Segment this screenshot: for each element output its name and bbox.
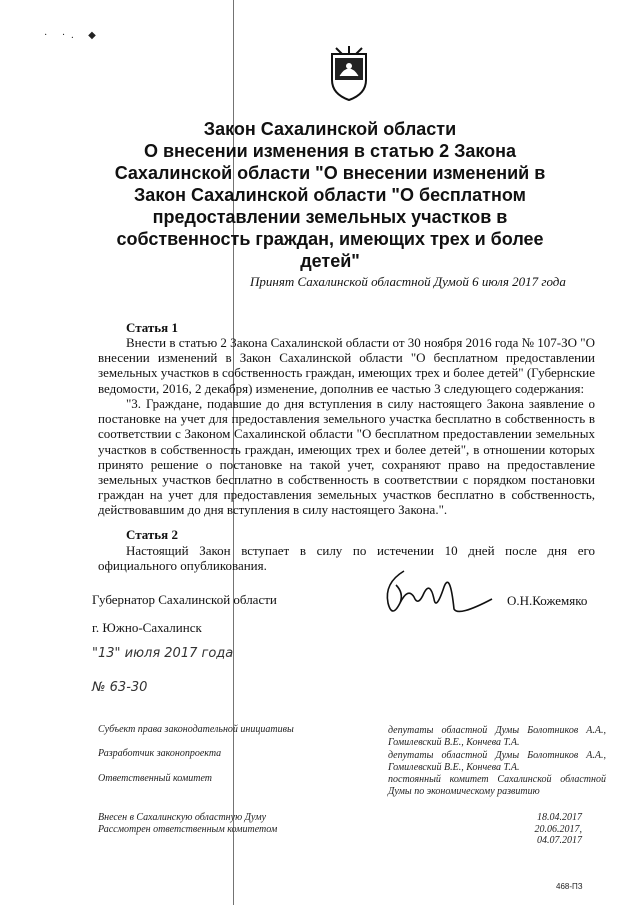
footer-date-reviewed: 20.06.2017, xyxy=(534,823,582,835)
footer-committee-label: Ответственный комитет xyxy=(98,773,212,784)
law-subtitle: О внесении изменения в статью 2 Закона Сахалинской области "О внесении изменений в Закон Сахалинской области "О бесплатном предоставлении земельных участков в собственность граждан, имеющих трех и более детей" xyxy=(114,141,546,271)
signing-city: г. Южно-Сахалинск xyxy=(92,620,202,635)
footer-date-adopted: 04.07.2017 xyxy=(537,835,582,846)
article-1-heading: Статья 1 xyxy=(126,320,178,335)
handwritten-signature xyxy=(374,563,494,625)
footer-subject-value: депутаты областной Думы Болотников А.А., Гомилевский В.Е., Кончева Т.А. xyxy=(388,725,606,748)
scan-specks: · ·. ◆ xyxy=(44,30,102,41)
document-code: 468-ПЗ xyxy=(556,882,583,891)
article-2-heading: Статья 2 xyxy=(126,527,178,542)
law-title: Закон Сахалинской области xyxy=(203,119,457,139)
article-1-paragraph-1: Внести в статью 2 Закона Сахалинской области от 30 ноября 2016 года № 107-ЗО "О внесении изменений в Закон Сахалинской области "О бесплатном предоставлении земельных участков в собственность граждан, имеющих трех и более детей" (Губернские ведомости, 2016, 2 декабря) изменение, дополнив ее частью 3 следующего содержания: xyxy=(98,335,595,396)
handwritten-date: "13" июля 2017 года xyxy=(92,646,234,661)
adoption-note: Принят Сахалинской областной Думой 6 июля 2017 года xyxy=(250,274,566,289)
governor-name: О.Н.Кожемяко xyxy=(507,593,588,608)
article-2-paragraph-1: Настоящий Закон вступает в силу по истечении 10 дней после дня его официального опубликования. xyxy=(98,543,595,574)
footer-developer-value: депутаты областной Думы Болотников А.А., Гомилевский В.Е., Кончева Т.А. xyxy=(388,750,606,773)
footer-date-submitted: 18.04.2017 xyxy=(537,812,582,823)
handwritten-law-number: № 63-30 xyxy=(92,680,148,695)
footer-reviewed-label: Рассмотрен ответственным комитетом xyxy=(98,824,278,835)
coat-of-arms-icon xyxy=(326,46,372,102)
footer-committee-value: постоянный комитет Сахалинской областной Думы по экономическому развитию xyxy=(388,774,606,797)
governor-title: Губернатор Сахалинской области xyxy=(92,592,277,607)
footer-dates xyxy=(480,812,582,847)
footer-developer-label: Разработчик законопроекта xyxy=(98,748,222,759)
footer-submitted-label: Внесен в Сахалинскую областную Думу xyxy=(98,812,267,823)
article-1-paragraph-2: "3. Граждане, подавшие до дня вступления в силу настоящего Закона заявление о постановке на учет для предоставления земельного участка бесплатно в собственность в соответствии с Законом Сахалинской области "О бесплатном предоставлении земельных участков в собственность граждан, имеющих трех и более детей", в отношении которых принято решение о постановке на такой учет, сохраняют право на предоставление земельных участков бесплатно в собственность в соответствии с порядком постановки граждан на учет для предоставления земельных участков бесплатно в собственность, действовавшим до дня вступления в силу настоящего Закона.". xyxy=(98,396,595,518)
footer-subject-label: Субъект права законодательной инициативы xyxy=(98,724,294,735)
